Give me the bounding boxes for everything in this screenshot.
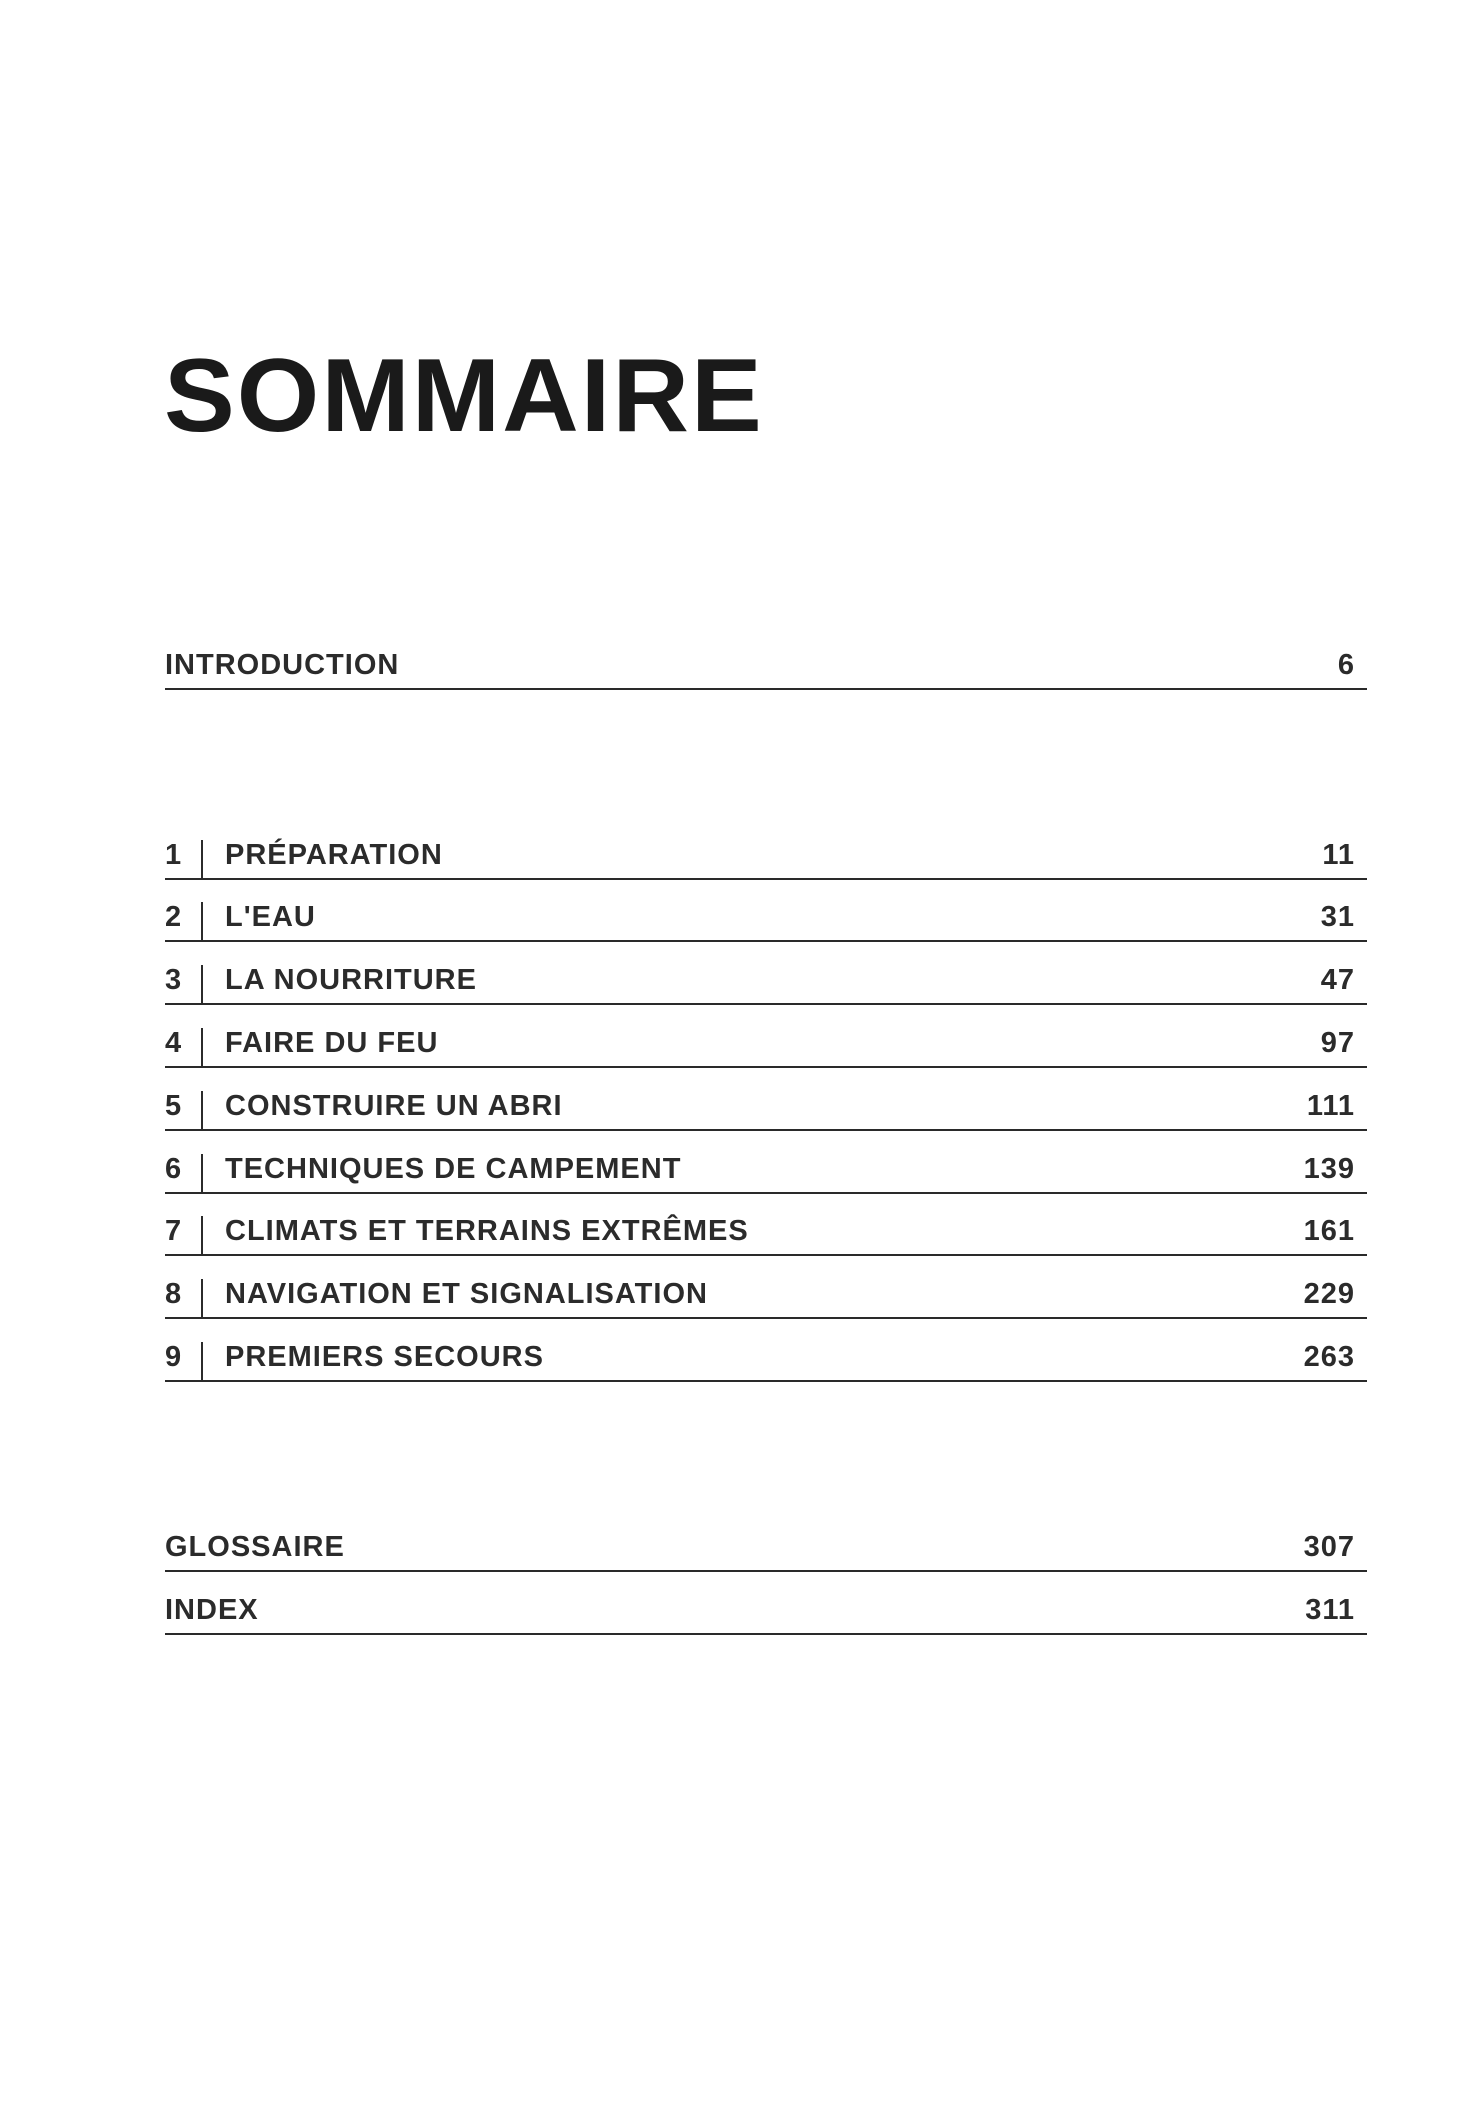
chapter-number: 5 xyxy=(165,1090,183,1122)
separator-bar xyxy=(201,1216,203,1254)
chapter-title: FAIRE DU FEU xyxy=(225,1027,439,1059)
chapter-page: 47 xyxy=(1320,964,1355,996)
toc-chapter-row[interactable] xyxy=(165,1277,1367,1319)
toc-chapter-row[interactable] xyxy=(165,1026,1367,1068)
separator-bar xyxy=(201,902,203,940)
chapter-page: 161 xyxy=(1303,1215,1355,1247)
chapter-number: 2 xyxy=(165,901,183,933)
separator-bar xyxy=(201,965,203,1003)
chapter-title: L'EAU xyxy=(225,901,316,933)
separator-bar xyxy=(201,1028,203,1066)
chapter-title: CONSTRUIRE UN ABRI xyxy=(225,1090,563,1122)
toc-entry-label: INDEX xyxy=(165,1594,259,1626)
chapter-page: 229 xyxy=(1303,1278,1355,1310)
chapter-title: PRÉPARATION xyxy=(225,839,443,871)
toc-entry-glossaire[interactable] xyxy=(165,1530,1367,1572)
chapter-number: 6 xyxy=(165,1153,183,1185)
chapter-number: 8 xyxy=(165,1278,183,1310)
chapter-title: PREMIERS SECOURS xyxy=(225,1341,544,1373)
chapter-page: 263 xyxy=(1303,1341,1355,1373)
toc-entry-label: INTRODUCTION xyxy=(165,649,400,681)
separator-bar xyxy=(201,1091,203,1129)
page-title: SOMMAIRE xyxy=(164,338,764,454)
toc-entry-introduction[interactable] xyxy=(165,648,1367,690)
chapter-title: NAVIGATION ET SIGNALISATION xyxy=(225,1278,708,1310)
toc-entry-page: 311 xyxy=(1305,1594,1355,1626)
separator-bar xyxy=(201,1279,203,1317)
chapter-number: 4 xyxy=(165,1027,183,1059)
toc-chapter-row[interactable] xyxy=(165,1340,1367,1382)
separator-bar xyxy=(201,840,203,878)
chapter-page: 97 xyxy=(1320,1027,1355,1059)
separator-bar xyxy=(201,1342,203,1380)
toc-entry-label: GLOSSAIRE xyxy=(165,1531,345,1563)
chapter-page: 139 xyxy=(1303,1153,1355,1185)
chapter-number: 3 xyxy=(165,964,183,996)
toc-chapter-row[interactable] xyxy=(165,1089,1367,1131)
chapter-title: LA NOURRITURE xyxy=(225,964,477,996)
chapter-title: TECHNIQUES DE CAMPEMENT xyxy=(225,1153,682,1185)
toc-chapter-row[interactable] xyxy=(165,1152,1367,1194)
chapter-page: 111 xyxy=(1306,1090,1355,1122)
chapter-page: 11 xyxy=(1322,839,1355,871)
toc-chapter-row[interactable] xyxy=(165,963,1367,1005)
toc-entry-page: 6 xyxy=(1337,649,1355,681)
chapter-title: CLIMATS ET TERRAINS EXTRÊMES xyxy=(225,1215,749,1247)
chapter-page: 31 xyxy=(1320,901,1355,933)
toc-entry-page: 307 xyxy=(1303,1531,1355,1563)
chapter-number: 1 xyxy=(165,839,183,871)
toc-entry-index[interactable] xyxy=(165,1593,1367,1635)
separator-bar xyxy=(201,1154,203,1192)
chapter-number: 7 xyxy=(165,1215,183,1247)
toc-chapter-row[interactable] xyxy=(165,1214,1367,1256)
toc-chapter-row[interactable] xyxy=(165,900,1367,942)
chapter-number: 9 xyxy=(165,1341,183,1373)
toc-chapter-row[interactable] xyxy=(165,838,1367,880)
